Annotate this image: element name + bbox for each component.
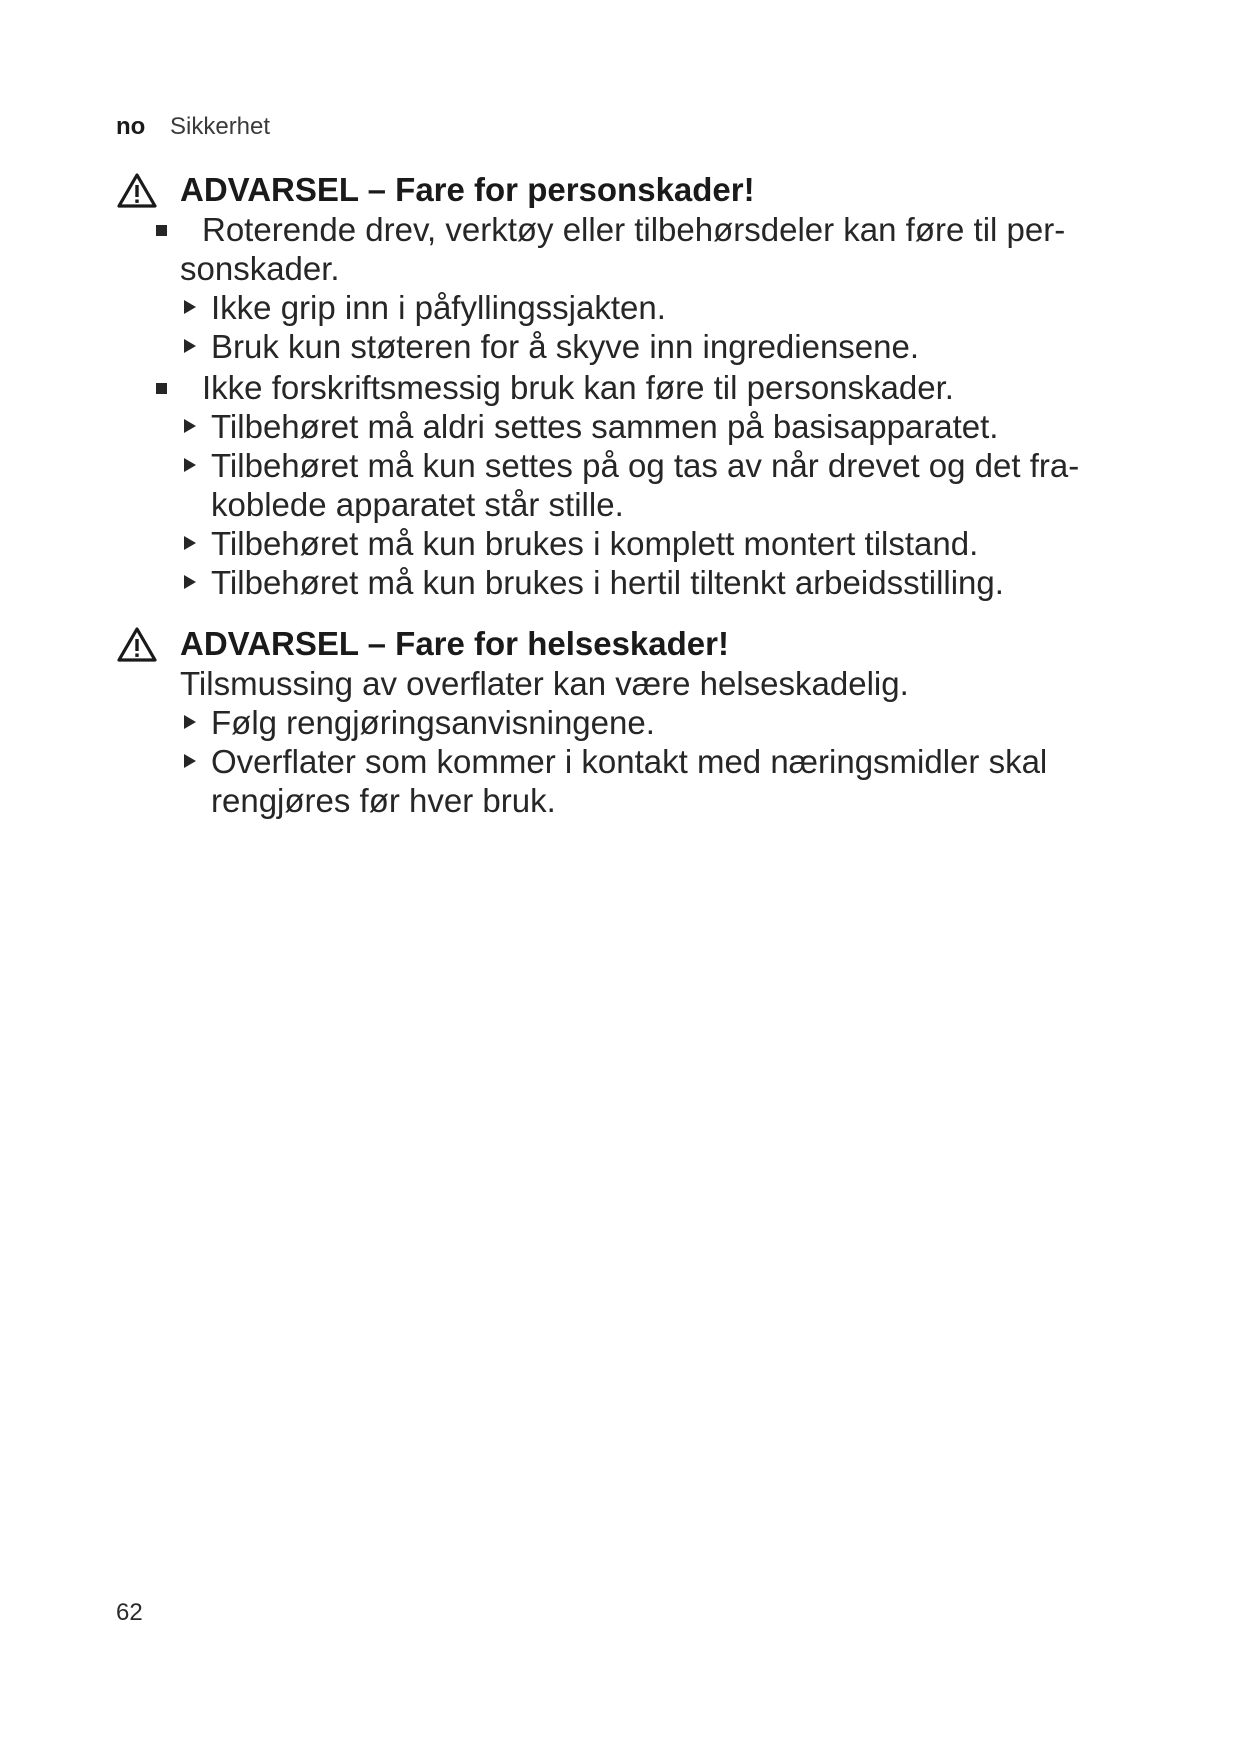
triangle-bullet-icon xyxy=(184,339,196,353)
action-list xyxy=(116,407,1136,602)
hazard-text: Tilsmussing av overflater kan være helseskadelig. xyxy=(180,665,909,702)
action-item: Ikke grip inn i påfyllingssjakten. xyxy=(116,288,1136,327)
action-list xyxy=(116,703,1136,820)
page-header xyxy=(116,112,270,142)
triangle-bullet-icon xyxy=(184,575,196,589)
square-bullet-icon xyxy=(156,225,167,236)
action-item: Tilbehøret må aldri settes sammen på basisapparatet. xyxy=(116,407,1136,446)
triangle-bullet-icon xyxy=(184,536,196,550)
warning-title: ADVARSEL – Fare for helseskader! xyxy=(116,624,1136,664)
action-item: Tilbehøret må kun settes på og tas av når drevet og det fra-koblede apparatet står stille. xyxy=(116,446,1136,524)
action-item: Følg rengjøringsanvisningene. xyxy=(116,703,1136,742)
triangle-bullet-icon xyxy=(184,419,196,433)
triangle-bullet-icon xyxy=(184,458,196,472)
action-item: Bruk kun støteren for å skyve inn ingrediensene. xyxy=(116,327,1136,366)
warning-health-hazard xyxy=(116,624,1136,820)
action-item: Tilbehøret må kun brukes i komplett montert tilstand. xyxy=(116,524,1136,563)
action-list xyxy=(116,288,1136,366)
hazard-text: Roterende drev, verktøy eller tilbehørsdeler kan føre til per-sonskader. xyxy=(180,211,1066,287)
triangle-bullet-icon xyxy=(184,754,196,768)
section-title: Sikkerhet xyxy=(170,113,271,140)
action-item: Overflater som kommer i kontakt med næringsmidler skal rengjøres før hver bruk. xyxy=(116,742,1136,820)
triangle-bullet-icon xyxy=(184,715,196,729)
warning-triangle-icon xyxy=(116,626,158,663)
action-item: Tilbehøret må kun brukes i hertil tiltenkt arbeidsstilling. xyxy=(116,563,1136,602)
warning-title: ADVARSEL – Fare for personskader! xyxy=(116,170,1136,210)
page-number: 62 xyxy=(116,1599,143,1626)
triangle-bullet-icon xyxy=(184,300,196,314)
hazard-text: Ikke forskriftsmessig bruk kan føre til personskader. xyxy=(202,369,954,406)
warning-triangle-icon xyxy=(116,172,158,209)
warning-personal-injury xyxy=(116,170,1136,602)
language-code: no xyxy=(116,113,146,140)
hazard-item xyxy=(116,210,1136,288)
square-bullet-icon xyxy=(156,383,167,394)
hazard-item xyxy=(116,368,1136,407)
